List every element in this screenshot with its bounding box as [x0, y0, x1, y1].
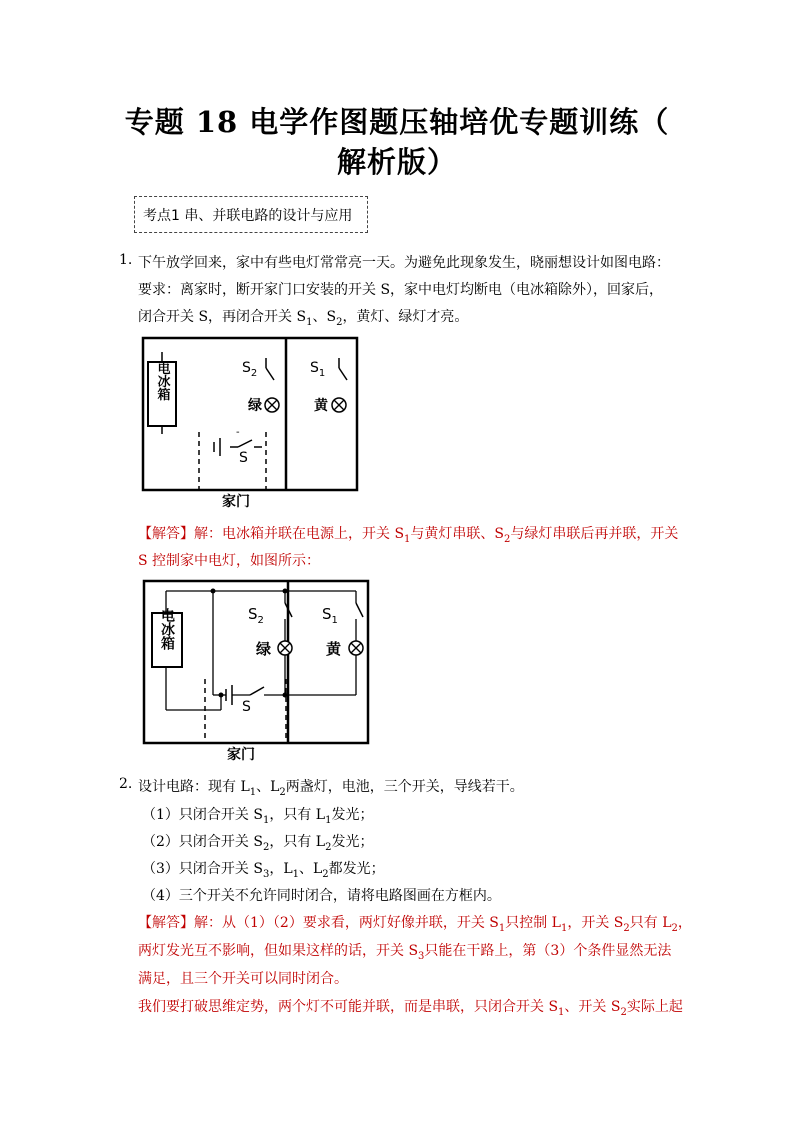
- q1-line-2: 要求：离家时，断开家门口安装的开关 S，家中电灯均断电（电冰箱除外），回家后，: [138, 282, 664, 298]
- answer-2-line-1: 【解答】解：从（1）（2）要求看，两灯好像并联，开关 $S_1$只控制 $L_1$，开关 $S_2$只有 $L_2$，: [138, 915, 692, 934]
- yellow-lamp-label-2: 黄: [326, 640, 342, 658]
- q1-line-1: 下午放学回来，家中有些电灯常常亮一天。为避免此现象发生，晓丽想设计如图电路：: [138, 255, 670, 271]
- switch-s1-label-1: $S_1$: [310, 360, 326, 379]
- answer-1-line-2: S 控制家中电灯，如图所示：: [138, 553, 321, 569]
- switch-s-label-1: S: [239, 450, 248, 466]
- q2-condition-3: （3）只闭合开关 $S_3$，$L_1$、$L_2$都发光；: [142, 861, 385, 880]
- q1-line-3: 闭合开关 S，再闭合开关 $S_1$、$S_2$，黄灯、绿灯才亮。: [138, 309, 469, 328]
- yellow-lamp-icon-1: [332, 398, 346, 412]
- answer-2-line-3: 满足，且三个开关可以同时闭合。: [138, 971, 348, 987]
- circuit-figure-1: [138, 334, 368, 516]
- switch-s2-label-1: $S_2$: [242, 360, 258, 379]
- answer-1-line-1: 【解答】解：电冰箱并联在电源上，开关 $S_1$与黄灯串联、$S_2$与绿灯串联后再并联，开关: [138, 526, 679, 545]
- q2-condition-2: （2）只闭合开关 $S_2$，只有 $L_2$发光；: [142, 834, 374, 853]
- fridge-label-1: 电冰箱: [154, 361, 170, 401]
- switch-s2-label-2: $S_2$: [248, 605, 264, 626]
- green-lamp-label-1: 绿: [248, 398, 262, 414]
- answer-2-line-2: 两灯发光互不影响，但如果这样的话，开关 $S_3$只能在干路上，第（3）个条件显然无法: [138, 943, 672, 962]
- circuit-figure-2: [138, 577, 374, 767]
- green-lamp-label-2: 绿: [256, 640, 272, 658]
- svg-text:-: -: [236, 427, 240, 438]
- green-lamp-icon-1: [265, 398, 279, 412]
- door-label-1: 家门: [222, 494, 250, 510]
- q2-condition-1: （1）只闭合开关 $S_1$，只有 $L_1$发光；: [142, 807, 374, 826]
- q2-condition-4: （4）三个开关不允许同时闭合，请将电路图画在方框内。: [142, 888, 501, 904]
- switch-s-label-2: S: [242, 699, 251, 715]
- door-label-2: 家门: [227, 747, 255, 763]
- page-title-line1: 专题 18 电学作图题压轴培优专题训练（: [124, 105, 670, 139]
- topic-box: 考点1 串、并联电路的设计与应用: [134, 196, 368, 233]
- switch-s1-label-2: $S_1$: [322, 605, 338, 626]
- q2-line-1: 设计电路：现有 $L_1$、$L_2$两盏灯，电池，三个开关，导线若干。: [138, 779, 524, 798]
- fridge-label-2: 电冰箱: [159, 608, 175, 650]
- yellow-lamp-label-1: 黄: [314, 398, 328, 414]
- question-number-2: 2.: [119, 776, 133, 792]
- answer-2-line-4: 我们要打破思维定势，两个灯不可能并联，而是串联，只闭合开关 $S_1$、开关 $S_2$实际上起: [138, 999, 683, 1018]
- question-number: 1.: [119, 252, 133, 268]
- page-title-line2: 解析版）: [336, 145, 457, 179]
- yellow-lamp-icon-2: [349, 641, 363, 655]
- green-lamp-icon-2: [278, 641, 292, 655]
